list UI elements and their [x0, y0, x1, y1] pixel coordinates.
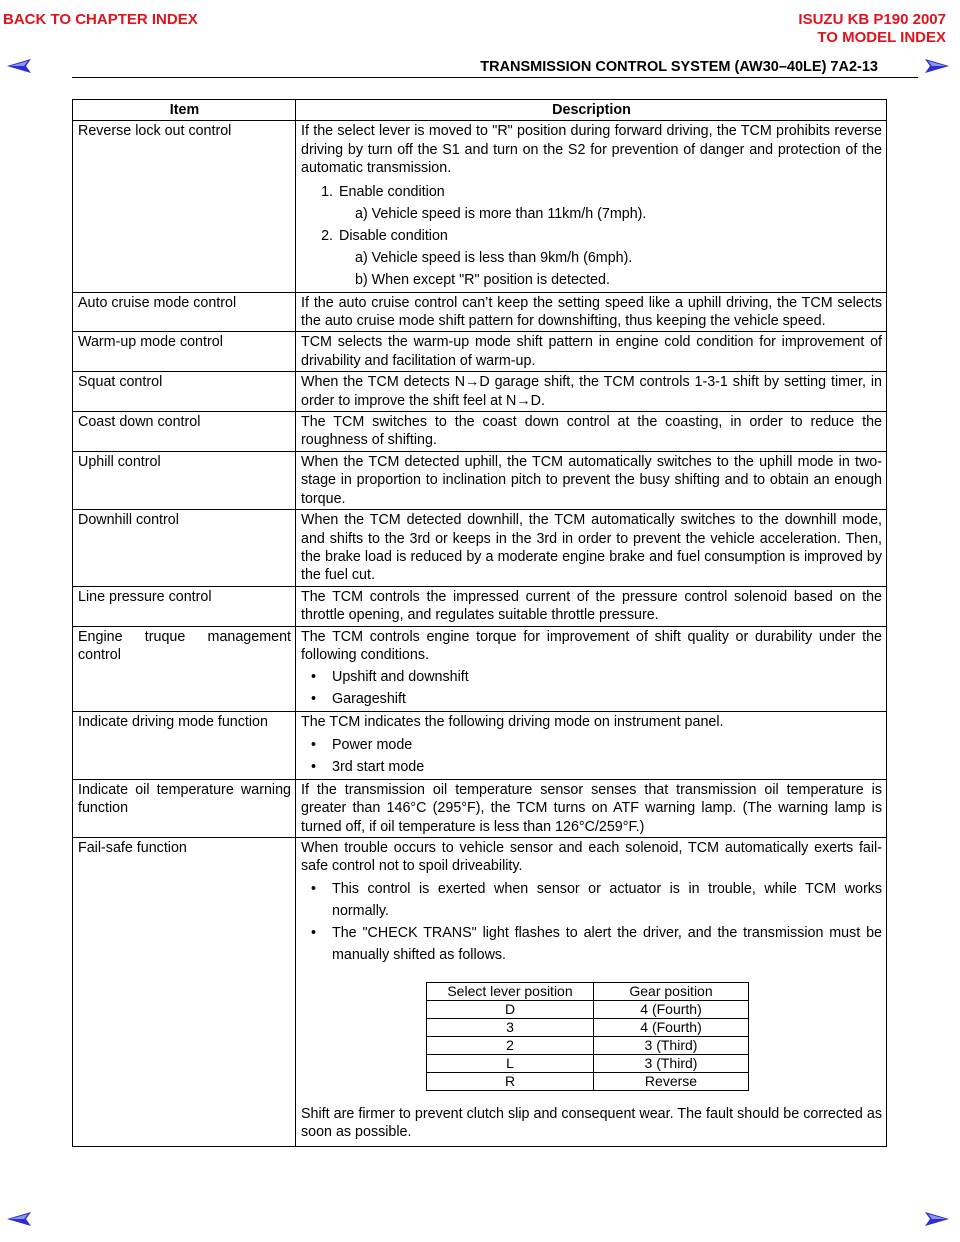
description-text: The TCM controls engine torque for improvement of shift quality or durability under the following conditions. — [301, 628, 882, 663]
gear-cell: 3 (Third) — [594, 1054, 749, 1072]
list-item: • 3rd start mode — [301, 756, 882, 778]
lever-cell: D — [427, 1000, 594, 1018]
header-rule — [72, 77, 918, 78]
description-text: The TCM indicates the following driving mode on instrument panel. — [301, 714, 724, 731]
table-row — [73, 292, 887, 332]
table-row — [73, 779, 887, 837]
description-text: If the select lever is moved to "R" position during forward driving, the TCM prohibits reverse driving by turn off the S1 and turn on the S2 for prevention of danger and protection of the automatic transmission. — [301, 123, 882, 177]
table-row — [73, 510, 887, 587]
description-cell: TCM selects the warm-up mode shift pattern in engine cold condition for improvement of drivability and facilitation of warm-up. — [296, 332, 887, 372]
description-cell: When the TCM detected uphill, the TCM automatically switches to the uphill mode in two-stage in proportion to inclination pitch to prevent the busy shifting and to obtain an enough torque. — [296, 451, 887, 509]
next-page-arrow-icon-bottom[interactable] — [924, 1211, 950, 1227]
description-cell — [296, 121, 887, 292]
table-row — [73, 412, 887, 452]
table-row — [427, 1018, 749, 1036]
table-row — [73, 712, 887, 779]
item-cell: Indicate driving mode function — [73, 712, 296, 779]
list-item: • Upshift and downshift — [301, 666, 882, 688]
gear-header-gear-position: Gear position — [594, 982, 749, 1000]
bullet-list — [301, 878, 882, 966]
gear-header-select-lever: Select lever position — [427, 982, 594, 1000]
back-to-chapter-index-link[interactable]: BACK TO CHAPTER INDEX — [3, 11, 198, 28]
description-text: When trouble occurs to vehicle sensor and each solenoid, TCM automatically exerts fail-safe control not to spoil driveability. — [301, 839, 882, 875]
list-item: 1. Enable condition — [321, 183, 445, 200]
model-title-link[interactable]: ISUZU KB P190 2007 — [798, 11, 946, 28]
description-cell: If the transmission oil temperature sensor senses that transmission oil temperature is greater than 146°C (295°F), the TCM turns on ATF warning lamp. (The warning lamp is turned off, if oil temperature is less than 126°C/259°F.) — [296, 779, 887, 837]
list-item: a) Vehicle speed is less than 9km/h (6mph). — [355, 249, 633, 266]
item-cell: Squat control — [73, 372, 296, 412]
table-row — [73, 451, 887, 509]
control-description-table — [72, 99, 887, 1147]
table-header-row — [73, 100, 887, 121]
item-cell: Reverse lock out control — [73, 121, 296, 292]
description-cell — [296, 837, 887, 1146]
previous-page-arrow-icon[interactable] — [6, 58, 32, 74]
gear-cell: Reverse — [594, 1072, 749, 1090]
item-cell: Fail-safe function — [73, 837, 296, 1146]
table-row — [73, 372, 887, 412]
table-row — [73, 626, 887, 712]
table-row — [73, 332, 887, 372]
table-row — [427, 1054, 749, 1072]
previous-page-arrow-icon-bottom[interactable] — [6, 1211, 32, 1227]
condition-list — [301, 181, 882, 291]
table-row — [427, 1000, 749, 1018]
page-header-title: TRANSMISSION CONTROL SYSTEM (AW30–40LE) 7A2-13 — [480, 59, 878, 75]
to-model-index-link[interactable]: TO MODEL INDEX — [817, 29, 946, 46]
table-row — [73, 837, 887, 1146]
table-row — [427, 1072, 749, 1090]
list-item: 2. Disable condition — [321, 227, 448, 244]
description-cell: When the TCM detected downhill, the TCM automatically switches to the downhill mode, and shifts to the 3rd or keeps in the 3rd in order to prevent the vehicle acceleration. Then, the brake load is reduced by a moderate engine brake and fuel consumption is improved by the fuel cut. — [296, 510, 887, 587]
column-header-item: Item — [73, 100, 296, 121]
item-cell: Uphill control — [73, 451, 296, 509]
gear-cell: 3 (Third) — [594, 1036, 749, 1054]
list-item: a) Vehicle speed is more than 11km/h (7mph). — [355, 205, 647, 222]
item-cell: Downhill control — [73, 510, 296, 587]
item-cell: Engine truque management control — [73, 626, 296, 712]
list-item: • Power mode — [301, 734, 882, 756]
table-row — [73, 121, 887, 292]
column-header-description: Description — [296, 100, 887, 121]
description-cell — [296, 626, 887, 712]
gear-table-header-row — [427, 982, 749, 1000]
gear-position-table — [426, 982, 749, 1091]
gear-cell: 4 (Fourth) — [594, 1000, 749, 1018]
list-item: • Garageshift — [301, 688, 882, 710]
next-page-arrow-icon[interactable] — [924, 58, 950, 74]
lever-cell: R — [427, 1072, 594, 1090]
item-cell: Indicate oil temperature warning function — [73, 779, 296, 837]
list-item: • This control is exerted when sensor or actuator is in trouble, while TCM works normally. — [301, 878, 882, 922]
item-cell: Coast down control — [73, 412, 296, 452]
lever-cell: L — [427, 1054, 594, 1072]
description-cell: The TCM switches to the coast down control at the coasting, in order to reduce the roughness of shifting. — [296, 412, 887, 452]
closing-note: Shift are firmer to prevent clutch slip and consequent wear. The fault should be corrected as soon as possible. — [301, 1105, 882, 1141]
item-cell: Warm-up mode control — [73, 332, 296, 372]
item-cell: Line pressure control — [73, 586, 296, 626]
table-row — [427, 1036, 749, 1054]
lever-cell: 3 — [427, 1018, 594, 1036]
table-row — [73, 586, 887, 626]
description-cell: If the auto cruise control can’t keep the setting speed like a uphill driving, the TCM selects the auto cruise mode shift pattern for downshifting, thus keeping the vehicle speed. — [296, 292, 887, 332]
description-cell: The TCM controls the impressed current of the pressure control solenoid based on the throttle opening, and regulates suitable throttle pressure. — [296, 586, 887, 626]
bullet-list — [301, 666, 882, 710]
list-item: b) When except "R" position is detected. — [355, 271, 610, 288]
item-cell: Auto cruise mode control — [73, 292, 296, 332]
list-item: • The "CHECK TRANS" light flashes to alert the driver, and the transmission must be manually shifted as follows. — [301, 922, 882, 966]
description-cell: When the TCM detects N→D garage shift, the TCM controls 1-3-1 shift by setting timer, in order to improve the shift feel at N→D. — [296, 372, 887, 412]
lever-cell: 2 — [427, 1036, 594, 1054]
description-cell — [296, 712, 887, 779]
gear-cell: 4 (Fourth) — [594, 1018, 749, 1036]
bullet-list — [301, 734, 882, 778]
